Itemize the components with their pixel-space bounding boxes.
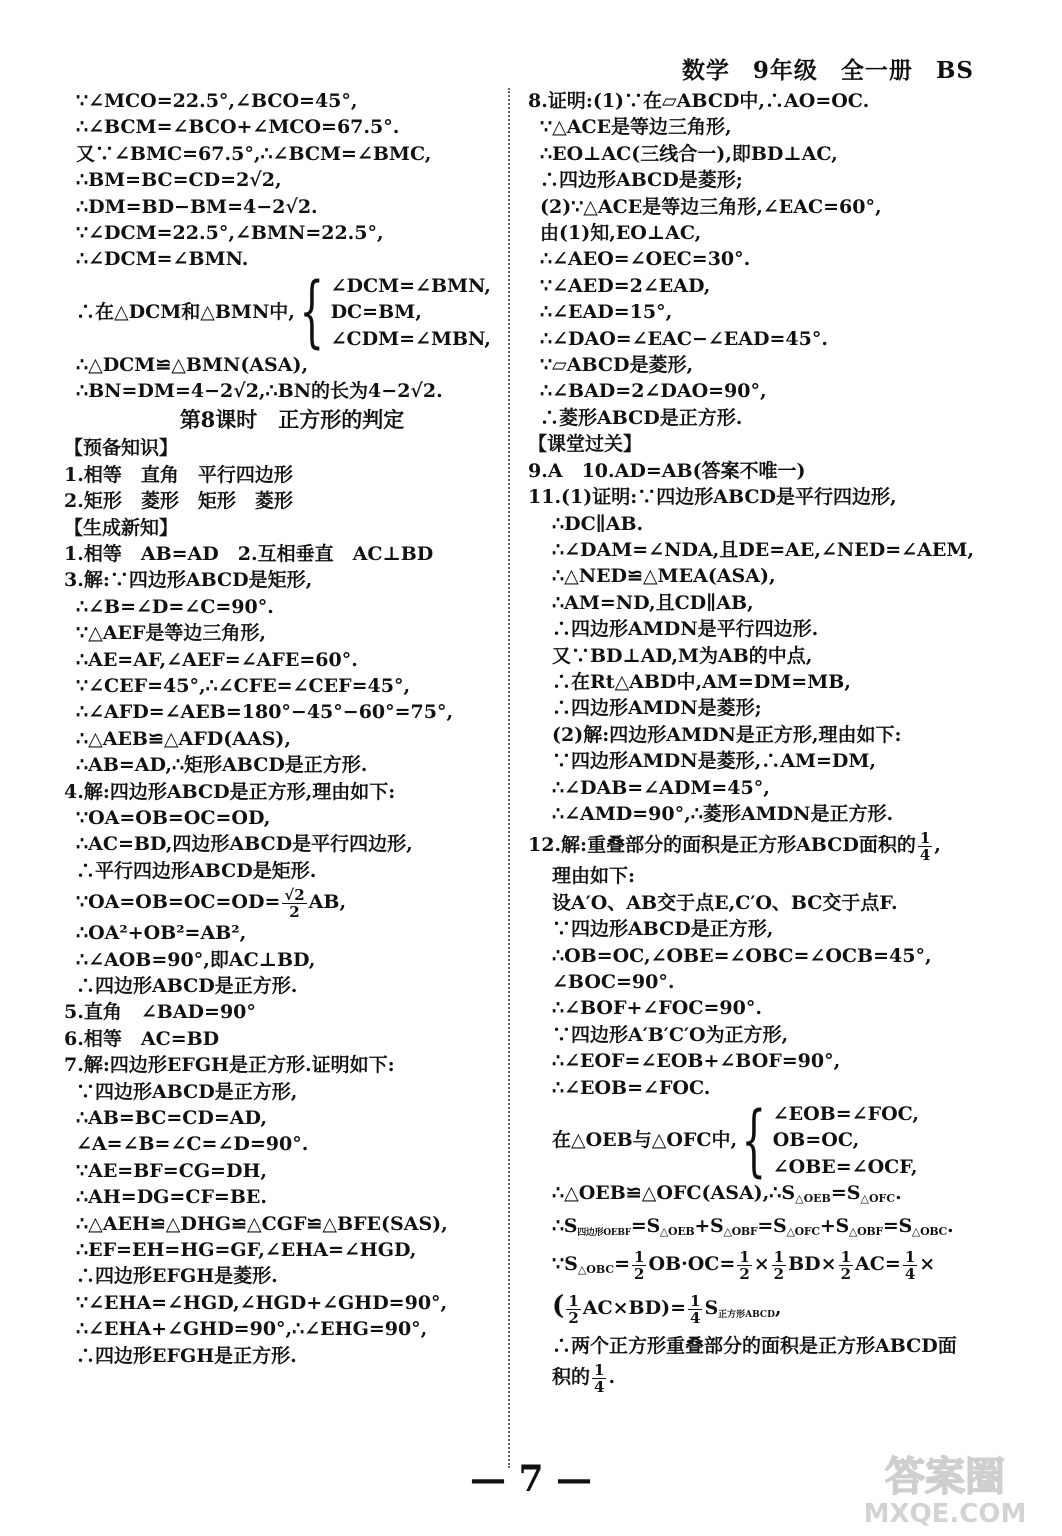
text-line: ∴DC∥AB. (552, 512, 644, 535)
fraction-numerator: 1 (739, 1247, 750, 1266)
text-line: ∵OA=OB=OC=OD, (76, 806, 271, 829)
text-line: ∴∠EOF=∠EOB+∠BOF=90°, (552, 1050, 841, 1073)
section-heading: 【生成新知】 (64, 516, 179, 539)
text-line: ∴△AEB≌△AFD(AAS), (76, 727, 292, 750)
text-line: ∴四边形ABCD是菱形; (540, 169, 743, 192)
text-line: ∴AM=ND,且CD∥AB, (552, 591, 754, 614)
brace-item: DC=BM, (330, 301, 422, 324)
text-line: ∵∠CEF=45°,∴∠CFE=∠CEF=45°, (76, 674, 411, 697)
text-line: ∴DM=BD−BM=4−2√2. (76, 195, 318, 218)
fraction-numerator: 1 (690, 1291, 701, 1310)
text-fragment: × (753, 1253, 770, 1276)
section-heading: 【课堂过关】 (528, 433, 643, 456)
text-fragment: . (608, 1366, 616, 1389)
text-line: ∴菱形ABCD是正方形. (540, 406, 743, 429)
text-line: ∴△AEH≌△DHG≌△CGF≌△BFE(SAS), (76, 1212, 448, 1235)
text-fragment: ∵OA=OB=OC=OD= (76, 891, 281, 914)
brace-item: ∠EOB=∠FOC, (772, 1103, 920, 1126)
text-line: ∴∠DAB=∠ADM=45°, (552, 776, 770, 799)
text-line: 在△OEB与△OFC中, (552, 1129, 738, 1152)
text-line: ∴∠AMD=90°,∴菱形AMDN是正方形. (552, 802, 894, 825)
column-divider (508, 88, 510, 1468)
fraction (688, 1293, 702, 1326)
brace-items (331, 273, 491, 352)
page-header (668, 52, 974, 85)
text-line: ∴∠DCM=∠BMN. (76, 248, 249, 271)
text-line: ∴在Rt△ABD中,AM=DM=MB, (552, 670, 851, 693)
text-line-fraction (528, 1359, 998, 1395)
fraction-denominator: 2 (840, 1264, 852, 1283)
text-fragment: +S (819, 1214, 849, 1237)
text-line: ∴∠EAD=15°, (540, 301, 673, 324)
text-line: ∴BN=DM=4−2√2,∴BN的长为4−2√2. (76, 380, 443, 403)
text-line: ∴AB=BC=CD=AD, (76, 1107, 267, 1130)
left-column (64, 88, 496, 1369)
fraction (592, 1362, 606, 1395)
lesson-title: 第8课时 正方形的判定 (179, 406, 405, 432)
text-fragment: ∵S (552, 1253, 578, 1276)
fraction-denominator: 2 (634, 1264, 645, 1283)
text-line: 又∵∠BMC=67.5°,∴∠BCM=∠BMC, (76, 142, 432, 165)
watermark-logo (850, 1448, 1040, 1528)
watermark-line1: 答案圈 (885, 1454, 1005, 1500)
section-heading: 【预备知识】 (64, 437, 179, 460)
text-line: 1.相等 直角 平行四边形 (64, 463, 293, 486)
text-fragment: , (774, 1297, 782, 1320)
text-line: 8.证明:(1)∵在▱ABCD中,∴AO=OC. (528, 90, 870, 112)
fraction (772, 1249, 786, 1282)
brace-items (773, 1101, 919, 1180)
text-line: 又∵BD⊥AD,M为AB的中点, (552, 644, 813, 667)
fraction-numerator: 1 (840, 1247, 852, 1266)
fraction-numerator: 1 (919, 828, 931, 847)
header-volume: 全一册 (840, 57, 913, 84)
text-fragment: =S (757, 1214, 787, 1237)
text-line: 4.解:四边形ABCD是正方形,理由如下: (64, 780, 396, 803)
text-line: ∵四边形A′B′C′O为正方形, (552, 1023, 789, 1046)
text-line: 6.相等 AC=BD (64, 1027, 220, 1050)
text-fragment: =S (830, 1182, 861, 1205)
text-line: ∴∠EHA+∠GHD=90°,∴∠EHG=90°, (76, 1318, 428, 1341)
text-line: 由(1)知,EO⊥AC, (540, 222, 702, 245)
brace-group (64, 267, 496, 358)
text-line: 1.相等 AB=AD 2.互相垂直 AC⊥BD (64, 542, 434, 565)
text-fragment: +S (694, 1214, 724, 1237)
text-line: ∴OA²+OB²=AB², (76, 922, 247, 945)
text-fragment: BD× (788, 1253, 837, 1276)
text-line: ∴∠AEO=∠OEC=30°. (540, 248, 751, 271)
text-fragment: AB, (308, 891, 347, 914)
text-fragment: ∴S (552, 1214, 578, 1237)
text-line: (2)解:四边形AMDN是正方形,理由如下: (552, 723, 902, 746)
text-line: ∵四边形ABCD是正方形, (76, 1080, 298, 1103)
text-fragment: × (919, 1253, 936, 1276)
brace-item: OB=OC, (772, 1129, 860, 1152)
fraction (566, 1293, 580, 1326)
text-line: 3.解:∵四边形ABCD是矩形, (64, 569, 313, 592)
fraction-numerator: 1 (773, 1247, 785, 1266)
text-fragment: AC= (855, 1253, 901, 1276)
text-line: ∵∠AED=2∠EAD, (540, 274, 711, 297)
fraction (737, 1249, 751, 1282)
text-line: ∵四边形AMDN是菱形,∴AM=DM, (552, 750, 877, 773)
text-line: ∵∠DCM=22.5°,∠BMN=22.5°, (76, 222, 384, 245)
text-fragment: 积的 (552, 1366, 591, 1389)
text-line-fraction (528, 1288, 998, 1333)
text-line: 7.解:四边形EFGH是正方形.证明如下: (64, 1054, 395, 1077)
fraction (918, 830, 932, 863)
text-fragment: =S (630, 1214, 660, 1237)
header-subject: 数学 (681, 57, 730, 84)
fraction-denominator: 2 (739, 1264, 750, 1283)
fraction (903, 1249, 917, 1282)
page-number: — 7 — (469, 1458, 593, 1500)
subscript: △OEB (795, 1192, 831, 1206)
text-fragment: OB·OC= (648, 1253, 736, 1276)
brace-item: ∠OBE=∠OCF, (772, 1155, 918, 1178)
text-line: ∴平行四边形ABCD是矩形. (76, 859, 317, 882)
text-line: ∴四边形EFGH是正方形. (76, 1344, 297, 1367)
text-line: ∴∠DAO=∠EAC−∠EAD=45°. (540, 327, 828, 350)
text-line: ∵AE=BF=CG=DH, (76, 1159, 268, 1182)
text-fragment: ∴△OEB≌△OFC(ASA),∴S (552, 1182, 796, 1205)
fraction (839, 1249, 853, 1282)
text-fragment: 12.解:重叠部分的面积是正方形ABCD面积的 (528, 834, 916, 857)
fraction-numerator: 1 (634, 1247, 645, 1266)
text-line: ∴四边形AMDN是菱形; (552, 697, 762, 720)
text-line: ∴△NED≌△MEA(ASA), (552, 565, 776, 588)
text-line-fraction (528, 1246, 998, 1288)
brace-symbol: { (741, 1095, 767, 1186)
fraction-numerator: 1 (904, 1247, 916, 1266)
text-fragment: . (895, 1182, 902, 1205)
text-line: ∵△AEF是等边三角形, (76, 622, 267, 645)
subscript: △OFC (860, 1192, 896, 1206)
right-column (528, 88, 998, 1395)
subscript: △OBC (577, 1263, 615, 1277)
brace-item: ∠CDM=∠MBN, (330, 327, 491, 350)
fraction-numerator: 1 (568, 1291, 579, 1310)
text-fragment: . (947, 1214, 954, 1237)
subscript: △OFC (786, 1224, 820, 1238)
text-line: ∵四边形ABCD是正方形, (552, 918, 774, 941)
text-line: ∵∠MCO=22.5°,∠BCO=45°, (76, 90, 358, 112)
text-fragment: S (704, 1297, 719, 1320)
subscript: 四边形OEBF (577, 1227, 631, 1238)
text-line: 5.直角 ∠BAD=90° (64, 1001, 256, 1024)
fraction-denominator: 2 (568, 1308, 579, 1327)
text-line: ∵▱ABCD是菱形, (540, 354, 694, 377)
brace-symbol: { (299, 267, 325, 358)
text-line: ∴∠AFD=∠AEB=180°−45°−60°=75°, (76, 701, 454, 724)
text-line: (2)∵△ACE是等边三角形,∠EAC=60°, (540, 195, 882, 218)
subscript: △OEB (659, 1224, 695, 1238)
text-line: ∴∠B=∠D=∠C=90°. (76, 595, 274, 618)
text-line: ∴OB=OC,∠OBE=∠OBC=∠OCB=45°, (552, 944, 932, 967)
fraction-denominator: 4 (904, 1264, 916, 1283)
text-fragment: )= (661, 1297, 686, 1320)
text-line: ∴四边形ABCD是正方形. (76, 975, 298, 997)
text-fragment: ( (552, 1291, 565, 1322)
fraction (282, 887, 306, 920)
text-line: ∴AC=BD,四边形ABCD是平行四边形, (76, 833, 413, 856)
text-line: ∴∠AOB=90°,即AC⊥BD, (76, 948, 316, 971)
text-line: 11.(1)证明:∵四边形ABCD是平行四边形, (528, 486, 897, 509)
text-line: ∴四边形EFGH是菱形. (76, 1265, 278, 1288)
text-fragment: , (934, 834, 941, 857)
fraction-denominator: 4 (690, 1308, 701, 1327)
text-line: 理由如下: (552, 865, 636, 888)
text-line: ∴EF=EH=HG=GF,∠EHA=∠HGD, (76, 1239, 417, 1262)
text-line: ∠BOC=90°. (552, 971, 675, 993)
brace-item: ∠DCM=∠BMN, (330, 274, 491, 297)
subscript: 正方形ABCD (718, 1310, 775, 1321)
text-line: ∴△DCM≌△BMN(ASA), (76, 354, 309, 377)
text-line: ∴BM=BC=CD=2√2, (76, 169, 282, 192)
text-line: ∴EO⊥AC(三线合一),即BD⊥AC, (540, 142, 838, 165)
header-edition: BS (935, 57, 974, 84)
text-line: ∴AH=DG=CF=BE. (76, 1186, 268, 1209)
fraction (632, 1249, 646, 1282)
fraction-denominator: 2 (289, 902, 300, 921)
text-line: ∴∠BAD=2∠DAO=90°, (540, 380, 767, 403)
watermark-line2: MXQE.COM (863, 1499, 1027, 1528)
subscript: △OBC (911, 1224, 948, 1238)
subscript: △OBF (848, 1224, 883, 1238)
text-line-fraction (528, 827, 998, 863)
fraction-denominator: 4 (594, 1377, 605, 1396)
text-line: ∴在△DCM和△BMN中, (76, 301, 295, 324)
text-line: ∴∠DAM=∠NDA,且DE=AE,∠NED=∠AEM, (552, 538, 974, 561)
fraction-denominator: 2 (773, 1264, 785, 1283)
text-line (528, 1213, 998, 1246)
fraction-numerator: 1 (594, 1360, 605, 1379)
text-line: ∵∠EHA=∠HGD,∠HGD+∠GHD=90°, (76, 1291, 448, 1314)
header-grade: 9年级 (752, 57, 818, 84)
text-line: ∠A=∠B=∠C=∠D=90°. (76, 1133, 309, 1156)
brace-group (528, 1095, 998, 1186)
text-line: ∴∠BCM=∠BCO+∠MCO=67.5°. (76, 116, 400, 139)
text-line: ∴∠BOF+∠FOC=90°. (552, 997, 762, 1020)
text-line: ∴∠EOB=∠FOC. (552, 1076, 711, 1099)
text-line: 9.A 10.AD=AB(答案不唯一) (528, 459, 806, 482)
text-line: ∴两个正方形重叠部分的面积是正方形ABCD面 (552, 1335, 957, 1358)
text-line-fraction (64, 884, 496, 920)
text-line: ∵△ACE是等边三角形, (540, 116, 732, 139)
fraction-denominator: 4 (919, 845, 931, 864)
text-line: 设A′O、AB交于点E,C′O、BC交于点F. (552, 891, 898, 914)
text-fragment: AC×BD (582, 1297, 662, 1320)
text-fragment: =S (882, 1214, 912, 1237)
text-line: ∴AE=AF,∠AEF=∠AFE=60°. (76, 648, 358, 671)
text-line: 2.矩形 菱形 矩形 菱形 (64, 490, 293, 513)
text-line: ∴AB=AD,∴矩形ABCD是正方形. (76, 754, 368, 777)
text-line: ∴四边形AMDN是平行四边形. (552, 618, 819, 641)
text-fragment: = (614, 1253, 631, 1276)
subscript: △OBF (723, 1224, 758, 1238)
fraction-numerator: √2 (284, 885, 305, 904)
